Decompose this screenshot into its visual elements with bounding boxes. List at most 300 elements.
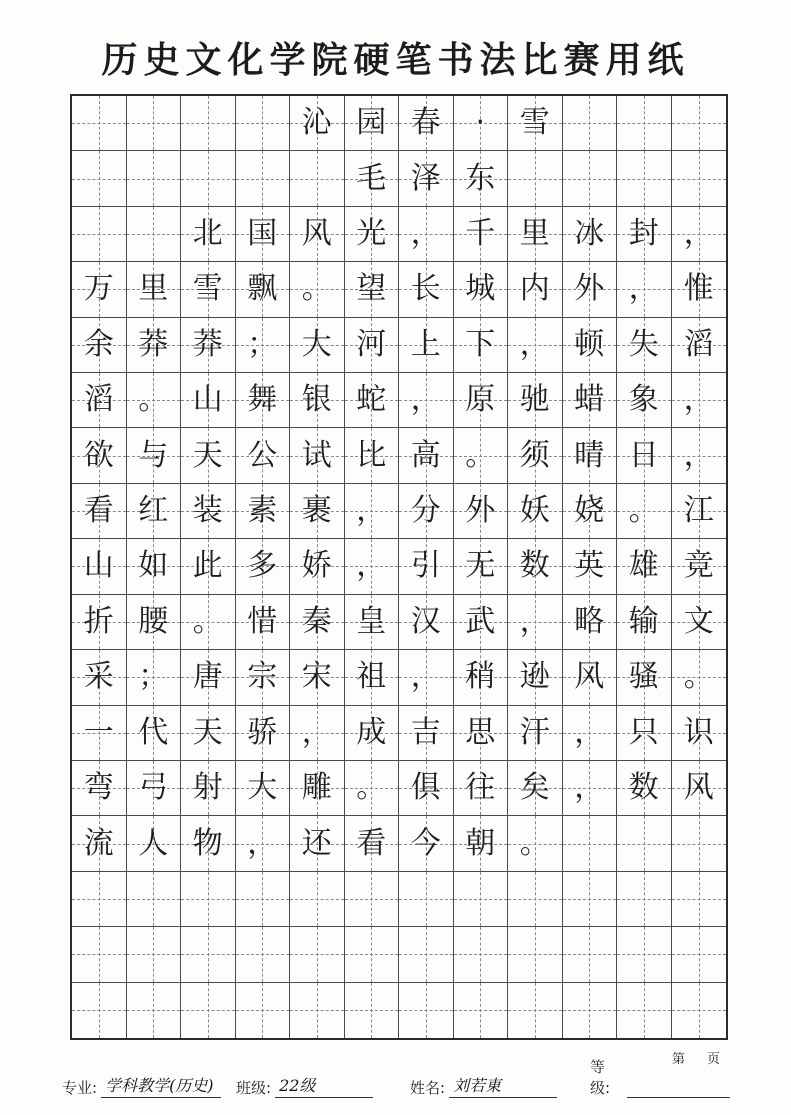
grid-cell	[236, 761, 291, 816]
grid-cell	[127, 151, 182, 206]
grid-cell	[127, 484, 182, 539]
grid-char: 城	[465, 271, 496, 307]
name-value[interactable]: 刘若東	[449, 1073, 557, 1098]
grid-cell	[345, 96, 400, 151]
grid-char: 北	[192, 216, 223, 252]
grid-cell	[617, 207, 672, 262]
page-suffix: 页	[707, 1052, 721, 1067]
grid-char: ，	[519, 326, 550, 362]
grid-cell	[563, 983, 618, 1038]
grid-char: 泽	[410, 160, 441, 196]
grid-char: 外	[465, 493, 496, 529]
grid-char: 毛	[356, 160, 387, 196]
grid-char: 封	[628, 216, 659, 252]
grid-cell	[236, 706, 291, 761]
grid-cell	[181, 207, 236, 262]
grid-cell	[508, 927, 563, 982]
grid-cell	[236, 207, 291, 262]
class-value[interactable]: 22级	[275, 1073, 373, 1098]
grid-cell	[672, 484, 727, 539]
grid-cell	[181, 816, 236, 871]
grid-char: 略	[574, 603, 605, 639]
grid-cell	[454, 595, 509, 650]
writing-grid	[70, 94, 728, 1040]
grid-cell	[127, 595, 182, 650]
grid-cell	[508, 318, 563, 373]
grid-cell	[236, 595, 291, 650]
grid-char: 人	[138, 825, 169, 861]
grid-cell	[454, 816, 509, 871]
grid-cell	[672, 927, 727, 982]
grid-cell	[345, 428, 400, 483]
grid-cell	[508, 539, 563, 594]
grid-cell	[236, 262, 291, 317]
grid-cell	[399, 262, 454, 317]
grid-cell	[127, 262, 182, 317]
grid-char: ，	[356, 548, 387, 584]
grid-char: 望	[356, 271, 387, 307]
grid-char: 红	[138, 493, 169, 529]
grid-char: 天	[192, 714, 223, 750]
grid-cell	[236, 650, 291, 705]
grid-char: 引	[410, 548, 441, 584]
grid-char: 大	[301, 326, 332, 362]
grid-cell	[617, 96, 672, 151]
grid-cell	[617, 539, 672, 594]
grid-char: ，	[301, 714, 332, 750]
grid-cell	[399, 428, 454, 483]
grid-cell	[127, 650, 182, 705]
grid-cells	[72, 96, 726, 1038]
grid-cell	[508, 706, 563, 761]
grid-cell	[72, 318, 127, 373]
grid-char: 天	[192, 437, 223, 473]
grid-cell	[236, 428, 291, 483]
grid-char: 骚	[628, 659, 659, 695]
grid-cell	[127, 207, 182, 262]
grid-cell	[345, 539, 400, 594]
grid-cell	[236, 927, 291, 982]
grid-cell	[127, 539, 182, 594]
grid-char: ，	[683, 216, 714, 252]
grid-cell	[345, 650, 400, 705]
grid-cell	[454, 539, 509, 594]
class-label: 班级:	[236, 1079, 272, 1097]
grid-char: 日	[628, 437, 659, 473]
grid-cell	[181, 927, 236, 982]
grid-char: ，	[628, 271, 659, 307]
grid-char: 公	[247, 437, 278, 473]
grid-char: 输	[628, 603, 659, 639]
grid-char: ，	[519, 603, 550, 639]
grid-cell	[563, 816, 618, 871]
grid-cell	[617, 706, 672, 761]
grid-cell	[345, 816, 400, 871]
grid-cell	[181, 318, 236, 373]
grid-char: 余	[83, 326, 114, 362]
grid-char: 东	[465, 160, 496, 196]
grid-char: 折	[83, 603, 114, 639]
grid-char: ，	[683, 437, 714, 473]
grid-cell	[672, 816, 727, 871]
grid-cell	[399, 761, 454, 816]
grid-cell	[399, 484, 454, 539]
grid-cell	[127, 96, 182, 151]
grid-char: 此	[192, 548, 223, 584]
grid-cell	[345, 151, 400, 206]
grid-cell	[454, 151, 509, 206]
grid-char: 飘	[247, 271, 278, 307]
page-title: 历史文化学院硬笔书法比赛用纸	[101, 40, 690, 81]
grid-cell	[181, 761, 236, 816]
grid-char: 。	[356, 770, 387, 806]
grid-cell	[672, 207, 727, 262]
grid-char: 。	[192, 603, 223, 639]
grid-char: 长	[410, 271, 441, 307]
grid-char: 与	[138, 437, 169, 473]
grid-cell	[72, 539, 127, 594]
grid-char: 宋	[301, 659, 332, 695]
grid-cell	[236, 539, 291, 594]
grid-cell	[236, 816, 291, 871]
grid-cell	[617, 650, 672, 705]
grid-char: 多	[247, 548, 278, 584]
grid-cell	[72, 983, 127, 1038]
grid-cell	[563, 151, 618, 206]
grid-char: 下	[465, 326, 496, 362]
grid-cell	[181, 151, 236, 206]
grid-char: ，	[683, 382, 714, 418]
grid-cell	[672, 96, 727, 151]
grid-cell	[672, 650, 727, 705]
grid-cell	[454, 927, 509, 982]
grid-char: 晴	[574, 437, 605, 473]
grid-char: 里	[519, 216, 550, 252]
grid-char: 千	[465, 216, 496, 252]
grid-cell	[617, 816, 672, 871]
grid-char: 。	[519, 825, 550, 861]
grid-cell	[290, 318, 345, 373]
grid-char: 俱	[410, 770, 441, 806]
grid-char: 雕	[301, 770, 332, 806]
grid-cell	[508, 373, 563, 428]
grid-cell	[617, 872, 672, 927]
grid-cell	[345, 318, 400, 373]
grid-cell	[290, 872, 345, 927]
grid-char: 一	[83, 714, 114, 750]
grid-cell	[563, 927, 618, 982]
grid-cell	[72, 207, 127, 262]
grid-char: 。	[138, 382, 169, 418]
grid-char: ，	[574, 714, 605, 750]
grid-cell	[72, 872, 127, 927]
grid-cell	[72, 761, 127, 816]
grid-char: 娆	[574, 493, 605, 529]
grid-cell	[399, 318, 454, 373]
grid-cell	[72, 650, 127, 705]
grid-cell	[290, 373, 345, 428]
grid-char: ，	[410, 382, 441, 418]
grid-cell	[345, 207, 400, 262]
grid-cell	[508, 595, 563, 650]
grid-cell	[454, 761, 509, 816]
grid-char: 娇	[301, 548, 332, 584]
grid-char: 里	[138, 271, 169, 307]
grid-char: 今	[410, 825, 441, 861]
grid-cell	[563, 96, 618, 151]
grid-char: 吉	[410, 714, 441, 750]
grid-cell	[72, 262, 127, 317]
grid-cell	[454, 262, 509, 317]
grid-char: ·	[475, 105, 486, 141]
grid-char: 顿	[574, 326, 605, 362]
grid-cell	[127, 816, 182, 871]
grid-char: 莽	[138, 326, 169, 362]
grid-char: ，	[356, 493, 387, 529]
grid-char: 。	[301, 271, 332, 307]
grid-cell	[290, 983, 345, 1038]
grid-char: 象	[628, 382, 659, 418]
grid-char: ；	[138, 659, 169, 695]
grid-cell	[617, 761, 672, 816]
grid-cell	[72, 96, 127, 151]
grid-char: 。	[628, 493, 659, 529]
footer-fields	[62, 1058, 730, 1098]
grid-cell	[290, 706, 345, 761]
grid-cell	[399, 151, 454, 206]
grid-char: 光	[356, 216, 387, 252]
grid-cell	[508, 761, 563, 816]
grid-cell	[345, 595, 400, 650]
class-field	[236, 1073, 373, 1098]
grid-char: 数	[519, 548, 550, 584]
grid-cell	[508, 262, 563, 317]
grid-cell	[72, 595, 127, 650]
grid-cell	[290, 927, 345, 982]
grid-char: 无	[465, 548, 496, 584]
grid-char: 素	[247, 493, 278, 529]
grid-cell	[127, 983, 182, 1038]
grid-cell	[72, 151, 127, 206]
grid-cell	[454, 872, 509, 927]
grid-cell	[181, 872, 236, 927]
grid-cell	[181, 706, 236, 761]
grid-char: 万	[83, 271, 114, 307]
grid-char: 蜡	[574, 382, 605, 418]
grid-cell	[181, 373, 236, 428]
grid-char: 稍	[465, 659, 496, 695]
grid-cell	[127, 428, 182, 483]
grid-char: 国	[247, 216, 278, 252]
name-field	[410, 1073, 557, 1098]
grid-cell	[290, 595, 345, 650]
grid-cell	[236, 151, 291, 206]
grid-char: 欲	[83, 437, 114, 473]
grid-char: 河	[356, 326, 387, 362]
grid-cell	[127, 706, 182, 761]
grid-char: 逊	[519, 659, 550, 695]
grid-cell	[617, 983, 672, 1038]
grid-char: ，	[410, 216, 441, 252]
grid-cell	[290, 262, 345, 317]
grid-char: 腰	[138, 603, 169, 639]
grade-value[interactable]	[627, 1096, 730, 1098]
grid-char: 妖	[519, 493, 550, 529]
grid-cell	[290, 207, 345, 262]
grid-char: 春	[410, 105, 441, 141]
grid-char: 。	[465, 437, 496, 473]
grid-char: 雄	[628, 548, 659, 584]
grid-cell	[617, 318, 672, 373]
grid-char: 汉	[410, 603, 441, 639]
grid-char: 冰	[574, 216, 605, 252]
grid-cell	[72, 428, 127, 483]
grid-cell	[454, 650, 509, 705]
grid-cell	[181, 428, 236, 483]
grid-char: 秦	[301, 603, 332, 639]
grid-char: 山	[83, 548, 114, 584]
grid-cell	[399, 816, 454, 871]
grid-cell	[399, 983, 454, 1038]
grid-cell	[454, 484, 509, 539]
grid-cell	[563, 207, 618, 262]
major-field	[62, 1073, 221, 1098]
grid-char: 骄	[247, 714, 278, 750]
grid-char: 流	[83, 825, 114, 861]
grid-cell	[399, 927, 454, 982]
grid-char: 驰	[519, 382, 550, 418]
grid-char: 射	[192, 770, 223, 806]
grid-char: 祖	[356, 659, 387, 695]
grid-char: 武	[465, 603, 496, 639]
grid-cell	[508, 983, 563, 1038]
grid-cell	[454, 706, 509, 761]
grid-char: 分	[410, 493, 441, 529]
grid-cell	[399, 96, 454, 151]
grid-char: 大	[247, 770, 278, 806]
grid-cell	[127, 318, 182, 373]
grid-char: 滔	[83, 382, 114, 418]
grid-cell	[617, 151, 672, 206]
grid-cell	[617, 428, 672, 483]
grade-label: 等级:	[590, 1058, 611, 1097]
grid-cell	[563, 262, 618, 317]
grid-cell	[399, 706, 454, 761]
grid-char: 物	[192, 825, 223, 861]
grid-char: 银	[301, 382, 332, 418]
grid-char: 沁	[301, 105, 332, 141]
grid-char: 蛇	[356, 382, 387, 418]
grid-cell	[236, 96, 291, 151]
grid-char: 内	[519, 271, 550, 307]
grid-cell	[672, 706, 727, 761]
grid-cell	[345, 983, 400, 1038]
grid-cell	[72, 373, 127, 428]
grid-cell	[72, 484, 127, 539]
page-prefix: 第	[672, 1052, 686, 1067]
grid-char: 汗	[519, 714, 550, 750]
grid-cell	[672, 983, 727, 1038]
grid-cell	[508, 207, 563, 262]
grid-char: 。	[683, 659, 714, 695]
grid-char: 山	[192, 382, 223, 418]
grid-char: 成	[356, 714, 387, 750]
grid-cell	[290, 96, 345, 151]
grid-cell	[181, 539, 236, 594]
grid-cell	[672, 428, 727, 483]
grid-char: 园	[356, 105, 387, 141]
grid-cell	[454, 96, 509, 151]
grid-cell	[563, 539, 618, 594]
grid-cell	[181, 983, 236, 1038]
grid-char: 文	[683, 603, 714, 639]
major-value[interactable]: 学科教学(历史)	[101, 1073, 221, 1098]
grid-cell	[345, 262, 400, 317]
grid-cell	[127, 927, 182, 982]
grid-cell	[672, 539, 727, 594]
grid-cell	[617, 484, 672, 539]
grid-cell	[345, 761, 400, 816]
grid-cell	[672, 595, 727, 650]
grid-cell	[236, 983, 291, 1038]
grid-char: 外	[574, 271, 605, 307]
grid-char: 风	[301, 216, 332, 252]
grid-char: 往	[465, 770, 496, 806]
grid-cell	[127, 761, 182, 816]
grid-char: 弓	[138, 770, 169, 806]
grid-cell	[399, 373, 454, 428]
grid-char: 看	[83, 493, 114, 529]
grid-char: 朝	[465, 825, 496, 861]
grid-cell	[290, 484, 345, 539]
grid-char: 只	[628, 714, 659, 750]
grid-char: 还	[301, 825, 332, 861]
grid-char: 失	[628, 326, 659, 362]
grid-cell	[563, 650, 618, 705]
grid-cell	[181, 484, 236, 539]
grid-char: 裹	[301, 493, 332, 529]
grid-char: 雪	[519, 105, 550, 141]
grid-cell	[508, 872, 563, 927]
grid-cell	[454, 428, 509, 483]
grid-char: 上	[410, 326, 441, 362]
grid-cell	[508, 428, 563, 483]
grid-char: 舞	[247, 382, 278, 418]
grid-cell	[672, 151, 727, 206]
grid-cell	[563, 595, 618, 650]
grid-cell	[617, 262, 672, 317]
grid-char: 代	[138, 714, 169, 750]
grid-char: 宗	[247, 659, 278, 695]
grid-cell	[72, 706, 127, 761]
grid-cell	[290, 428, 345, 483]
grid-char: 弯	[83, 770, 114, 806]
grid-cell	[181, 96, 236, 151]
grid-cell	[563, 373, 618, 428]
grid-cell	[290, 761, 345, 816]
grid-char: 惟	[683, 271, 714, 307]
grid-cell	[563, 761, 618, 816]
grid-cell	[399, 207, 454, 262]
grid-cell	[454, 207, 509, 262]
grid-cell	[563, 706, 618, 761]
grid-cell	[672, 318, 727, 373]
grid-cell	[236, 318, 291, 373]
grid-char: 思	[465, 714, 496, 750]
grid-char: ，	[410, 659, 441, 695]
grid-cell	[508, 650, 563, 705]
grid-cell	[345, 872, 400, 927]
